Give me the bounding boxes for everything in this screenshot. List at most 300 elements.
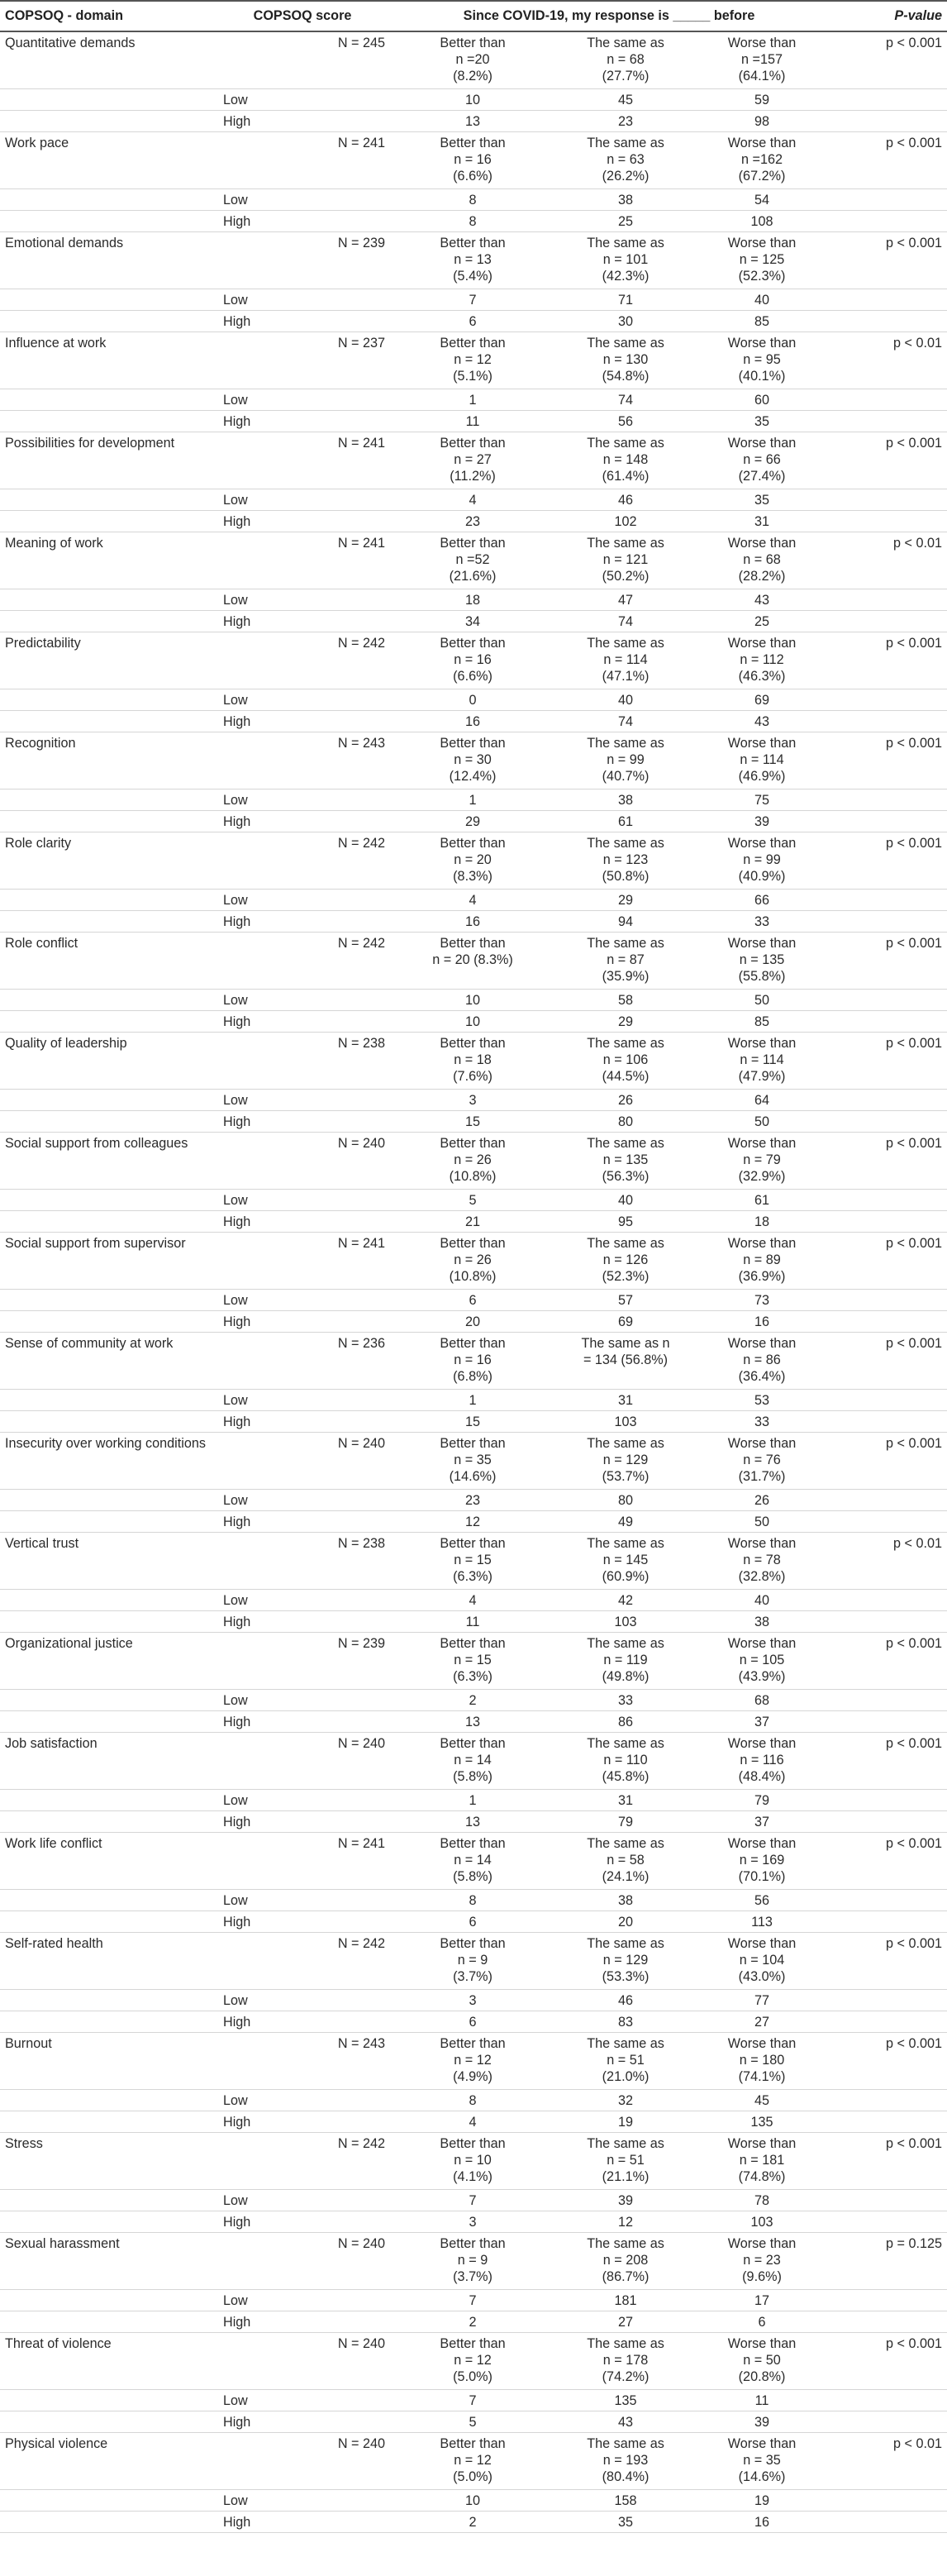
low-count: 5 bbox=[390, 1190, 555, 1211]
same-cell-line: n = 63 bbox=[607, 152, 645, 167]
worse-cell bbox=[696, 232, 828, 289]
high-count: 103 bbox=[555, 1611, 696, 1633]
better-cell bbox=[390, 1233, 555, 1290]
low-count: 66 bbox=[696, 890, 828, 911]
high-count: 5 bbox=[390, 2411, 555, 2433]
high-count: 31 bbox=[696, 511, 828, 532]
same-cell bbox=[555, 2033, 696, 2090]
same-cell bbox=[555, 1533, 696, 1590]
n-value: N = 239 bbox=[273, 1633, 390, 1690]
high-count: 23 bbox=[555, 111, 696, 132]
low-count: 69 bbox=[696, 689, 828, 711]
blank-cell bbox=[828, 511, 947, 532]
worse-cell bbox=[696, 1533, 828, 1590]
high-count: 16 bbox=[390, 711, 555, 732]
blank-cell bbox=[0, 2390, 215, 2411]
header-row bbox=[0, 1, 947, 31]
same-cell bbox=[555, 532, 696, 589]
same-cell-line: (54.8%) bbox=[602, 369, 650, 384]
high-count: 21 bbox=[390, 1211, 555, 1233]
high-count: 11 bbox=[390, 411, 555, 432]
high-count: 13 bbox=[390, 1711, 555, 1733]
better-cell bbox=[390, 2033, 555, 2090]
worse-cell-line: (9.6%) bbox=[742, 2269, 782, 2284]
header-since: Since COVID-19, my response is _____ before bbox=[390, 1, 828, 31]
high-count: 50 bbox=[696, 1111, 828, 1133]
same-cell-line: n = 145 bbox=[602, 1553, 649, 1567]
worse-cell-line: n = 114 bbox=[740, 1052, 784, 1067]
blank-cell bbox=[828, 2211, 947, 2233]
low-count: 39 bbox=[555, 2190, 696, 2211]
low-row bbox=[0, 189, 947, 211]
better-cell-line: Better than bbox=[440, 536, 506, 551]
high-label: High bbox=[215, 1111, 273, 1133]
low-count: 4 bbox=[390, 1590, 555, 1611]
low-count: 40 bbox=[555, 689, 696, 711]
high-count: 12 bbox=[390, 1511, 555, 1533]
blank-cell bbox=[215, 632, 273, 689]
blank-cell bbox=[273, 1790, 390, 1811]
high-label: High bbox=[215, 1411, 273, 1433]
blank-cell bbox=[273, 1290, 390, 1311]
same-cell-line: n = 110 bbox=[603, 1753, 648, 1767]
blank-cell bbox=[828, 2390, 947, 2411]
high-count: 79 bbox=[555, 1811, 696, 1833]
blank-cell bbox=[828, 2190, 947, 2211]
blank-cell bbox=[0, 511, 215, 532]
same-cell-line: The same as bbox=[587, 36, 664, 50]
high-count: 16 bbox=[390, 911, 555, 933]
worse-cell bbox=[696, 31, 828, 89]
high-count: 8 bbox=[390, 211, 555, 232]
domain-label: Physical violence bbox=[0, 2433, 215, 2490]
worse-cell-line: (28.2%) bbox=[738, 569, 786, 584]
high-count: 35 bbox=[696, 411, 828, 432]
high-label: High bbox=[215, 311, 273, 332]
high-label: High bbox=[215, 2111, 273, 2133]
high-count: 25 bbox=[555, 211, 696, 232]
p-value: p < 0.001 bbox=[828, 1733, 947, 1790]
p-value: p < 0.01 bbox=[828, 2433, 947, 2490]
domain-label: Burnout bbox=[0, 2033, 215, 2090]
high-count: 6 bbox=[390, 1911, 555, 1933]
better-cell bbox=[390, 132, 555, 189]
table-row bbox=[0, 1633, 947, 1690]
blank-cell bbox=[0, 589, 215, 611]
blank-cell bbox=[828, 2111, 947, 2133]
same-cell-line: (60.9%) bbox=[602, 1569, 650, 1584]
worse-cell-line: (32.8%) bbox=[738, 1569, 786, 1584]
same-cell-line: = 134 (56.8%) bbox=[583, 1352, 669, 1367]
high-label: High bbox=[215, 611, 273, 632]
same-cell bbox=[555, 732, 696, 789]
high-count: 30 bbox=[555, 311, 696, 332]
worse-cell-line: n = 114 bbox=[740, 752, 784, 767]
blank-cell bbox=[273, 2090, 390, 2111]
worse-cell-line: Worse than bbox=[727, 1136, 797, 1151]
better-cell-line: (5.1%) bbox=[453, 369, 493, 384]
high-row bbox=[0, 2512, 947, 2533]
table-row bbox=[0, 132, 947, 189]
blank-cell bbox=[273, 1511, 390, 1533]
worse-cell-line: (40.1%) bbox=[738, 369, 786, 384]
blank-cell bbox=[273, 2111, 390, 2133]
blank-cell bbox=[215, 1733, 273, 1790]
same-cell-line: n = 129 bbox=[602, 1953, 649, 1968]
high-count: 85 bbox=[696, 1011, 828, 1033]
table-row bbox=[0, 2033, 947, 2090]
blank-cell bbox=[828, 2311, 947, 2333]
better-cell-line: Better than bbox=[440, 236, 506, 250]
blank-cell bbox=[0, 1690, 215, 1711]
better-cell-line: Better than bbox=[440, 1036, 506, 1051]
high-count: 6 bbox=[696, 2311, 828, 2333]
low-count: 38 bbox=[555, 1890, 696, 1911]
high-row bbox=[0, 211, 947, 232]
blank-cell bbox=[273, 211, 390, 232]
high-count: 113 bbox=[696, 1911, 828, 1933]
p-value: p = 0.125 bbox=[828, 2233, 947, 2290]
low-count: 10 bbox=[390, 2490, 555, 2512]
high-count: 38 bbox=[696, 1611, 828, 1633]
low-row bbox=[0, 1490, 947, 1511]
high-label: High bbox=[215, 111, 273, 132]
better-cell bbox=[390, 1433, 555, 1490]
high-row bbox=[0, 311, 947, 332]
same-cell-line: The same as bbox=[587, 336, 664, 351]
p-value: p < 0.001 bbox=[828, 31, 947, 89]
domain-label: Work life conflict bbox=[0, 1833, 215, 1890]
blank-cell bbox=[215, 1633, 273, 1690]
better-cell-line: n = 15 bbox=[454, 1653, 492, 1667]
worse-cell-line: n = 169 bbox=[739, 1853, 785, 1868]
low-count: 18 bbox=[390, 589, 555, 611]
better-cell bbox=[390, 832, 555, 890]
n-value: N = 245 bbox=[273, 31, 390, 89]
worse-cell bbox=[696, 1733, 828, 1790]
table-row bbox=[0, 2233, 947, 2290]
better-cell-line: Better than bbox=[440, 636, 506, 651]
same-cell-line: The same as bbox=[587, 736, 664, 751]
better-cell-line: Better than bbox=[440, 1236, 506, 1251]
low-row bbox=[0, 1090, 947, 1111]
better-cell-line: n = 35 bbox=[454, 1453, 492, 1467]
worse-cell bbox=[696, 2433, 828, 2490]
blank-cell bbox=[273, 711, 390, 732]
low-count: 40 bbox=[696, 289, 828, 311]
worse-cell bbox=[696, 1933, 828, 1990]
better-cell-line: (5.8%) bbox=[453, 1769, 493, 1784]
low-count: 7 bbox=[390, 2190, 555, 2211]
worse-cell-line: n = 105 bbox=[739, 1653, 785, 1667]
blank-cell bbox=[273, 1890, 390, 1911]
low-count: 54 bbox=[696, 189, 828, 211]
better-cell-line: Better than bbox=[440, 2336, 506, 2351]
same-cell bbox=[555, 132, 696, 189]
blank-cell bbox=[0, 2411, 215, 2433]
better-cell-line: n = 26 bbox=[454, 1152, 492, 1167]
p-value: p < 0.001 bbox=[828, 432, 947, 489]
blank-cell bbox=[273, 1590, 390, 1611]
worse-cell-line: Worse than bbox=[727, 36, 797, 50]
worse-cell bbox=[696, 432, 828, 489]
same-cell-line: n = 68 bbox=[607, 52, 645, 67]
better-cell bbox=[390, 1833, 555, 1890]
same-cell-line: The same as bbox=[587, 1436, 664, 1451]
worse-cell-line: n = 76 bbox=[743, 1453, 781, 1467]
high-count: 69 bbox=[555, 1311, 696, 1333]
blank-cell bbox=[0, 489, 215, 511]
low-count: 2 bbox=[390, 1690, 555, 1711]
blank-cell bbox=[215, 2233, 273, 2290]
low-row bbox=[0, 1890, 947, 1911]
same-cell bbox=[555, 1633, 696, 1690]
blank-cell bbox=[273, 589, 390, 611]
worse-cell-line: Worse than bbox=[727, 2436, 797, 2451]
n-value: N = 239 bbox=[273, 232, 390, 289]
better-cell-line: n = 9 bbox=[457, 1953, 488, 1968]
high-row bbox=[0, 911, 947, 933]
table-row bbox=[0, 1333, 947, 1390]
better-cell-line: Better than bbox=[440, 1936, 506, 1951]
low-count: 17 bbox=[696, 2290, 828, 2311]
low-count: 1 bbox=[390, 1790, 555, 1811]
blank-cell bbox=[273, 911, 390, 933]
blank-cell bbox=[828, 1011, 947, 1033]
better-cell-line: Better than bbox=[440, 736, 506, 751]
blank-cell bbox=[0, 211, 215, 232]
blank-cell bbox=[0, 2311, 215, 2333]
blank-cell bbox=[273, 2211, 390, 2233]
p-value: p < 0.001 bbox=[828, 832, 947, 890]
better-cell-line: (6.6%) bbox=[453, 669, 493, 684]
better-cell-line: n = 16 bbox=[454, 152, 492, 167]
better-cell-line: n = 15 bbox=[454, 1553, 492, 1567]
worse-cell-line: (43.9%) bbox=[738, 1669, 786, 1684]
high-count: 43 bbox=[696, 711, 828, 732]
high-count: 86 bbox=[555, 1711, 696, 1733]
better-cell-line: (5.0%) bbox=[453, 2369, 493, 2384]
low-label: Low bbox=[215, 1990, 273, 2011]
high-row bbox=[0, 1911, 947, 1933]
low-count: 79 bbox=[696, 1790, 828, 1811]
low-count: 6 bbox=[390, 1290, 555, 1311]
blank-cell bbox=[0, 1990, 215, 2011]
high-row bbox=[0, 2411, 947, 2433]
same-cell-line: (26.2%) bbox=[602, 169, 650, 184]
n-value: N = 242 bbox=[273, 933, 390, 990]
blank-cell bbox=[828, 689, 947, 711]
low-label: Low bbox=[215, 1890, 273, 1911]
blank-cell bbox=[828, 189, 947, 211]
high-count: 20 bbox=[390, 1311, 555, 1333]
high-row bbox=[0, 511, 947, 532]
low-label: Low bbox=[215, 589, 273, 611]
low-row bbox=[0, 89, 947, 111]
table-row bbox=[0, 2133, 947, 2190]
better-cell-line: Better than bbox=[440, 2236, 506, 2251]
blank-cell bbox=[0, 2011, 215, 2033]
header-pvalue: P-value bbox=[828, 1, 947, 31]
high-row bbox=[0, 1111, 947, 1133]
domain-label: Organizational justice bbox=[0, 1633, 215, 1690]
better-cell bbox=[390, 332, 555, 389]
high-label: High bbox=[215, 1311, 273, 1333]
domain-label: Threat of violence bbox=[0, 2333, 215, 2390]
low-label: Low bbox=[215, 1290, 273, 1311]
worse-cell-line: n = 50 bbox=[743, 2353, 781, 2368]
same-cell-line: The same as bbox=[587, 1936, 664, 1951]
blank-cell bbox=[273, 289, 390, 311]
same-cell-line: n = 87 bbox=[607, 952, 645, 967]
worse-cell-line: Worse than bbox=[727, 1036, 797, 1051]
low-count: 45 bbox=[555, 89, 696, 111]
better-cell-line: n = 20 (8.3%) bbox=[432, 952, 513, 967]
high-count: 56 bbox=[555, 411, 696, 432]
worse-cell-line: Worse than bbox=[727, 2336, 797, 2351]
high-count: 16 bbox=[696, 1311, 828, 1333]
worse-cell-line: Worse than bbox=[727, 636, 797, 651]
blank-cell bbox=[0, 611, 215, 632]
blank-cell bbox=[828, 1511, 947, 1533]
blank-cell bbox=[273, 611, 390, 632]
same-cell-line: (21.1%) bbox=[602, 2169, 650, 2184]
blank-cell bbox=[0, 1611, 215, 1633]
table-row bbox=[0, 832, 947, 890]
p-value: p < 0.001 bbox=[828, 2033, 947, 2090]
worse-cell-line: (70.1%) bbox=[738, 1869, 786, 1884]
better-cell bbox=[390, 31, 555, 89]
blank-cell bbox=[0, 1390, 215, 1411]
blank-cell bbox=[828, 589, 947, 611]
blank-cell bbox=[215, 1533, 273, 1590]
better-cell-line: (7.6%) bbox=[453, 1069, 493, 1084]
blank-cell bbox=[0, 2211, 215, 2233]
worse-cell-line: Worse than bbox=[727, 1536, 797, 1551]
high-label: High bbox=[215, 2011, 273, 2033]
high-count: 103 bbox=[696, 2211, 828, 2233]
high-row bbox=[0, 1211, 947, 1233]
low-count: 59 bbox=[696, 89, 828, 111]
worse-cell-line: n = 181 bbox=[739, 2153, 785, 2168]
domain-label: Vertical trust bbox=[0, 1533, 215, 1590]
domain-label: Quantitative demands bbox=[0, 31, 215, 89]
high-label: High bbox=[215, 1011, 273, 1033]
low-row bbox=[0, 2490, 947, 2512]
blank-cell bbox=[828, 1490, 947, 1511]
low-count: 40 bbox=[555, 1190, 696, 1211]
better-cell-line: (4.9%) bbox=[453, 2069, 493, 2084]
blank-cell bbox=[215, 31, 273, 89]
worse-cell-line: n = 135 bbox=[739, 952, 785, 967]
same-cell-line: (50.2%) bbox=[602, 569, 650, 584]
worse-cell-line: Worse than bbox=[727, 936, 797, 951]
high-count: 11 bbox=[390, 1611, 555, 1633]
better-cell-line: Better than bbox=[440, 436, 506, 451]
domain-label: Work pace bbox=[0, 132, 215, 189]
high-count: 74 bbox=[555, 711, 696, 732]
low-label: Low bbox=[215, 1490, 273, 1511]
worse-cell bbox=[696, 1833, 828, 1890]
worse-cell-line: n = 180 bbox=[739, 2053, 785, 2068]
blank-cell bbox=[0, 389, 215, 411]
same-cell bbox=[555, 2233, 696, 2290]
p-value: p < 0.001 bbox=[828, 1033, 947, 1090]
same-cell-line: n = 148 bbox=[602, 452, 649, 467]
table-row bbox=[0, 732, 947, 789]
worse-cell-line: (48.4%) bbox=[738, 1769, 786, 1784]
blank-cell bbox=[0, 2290, 215, 2311]
same-cell-line: (21.0%) bbox=[602, 2069, 650, 2084]
domain-label: Influence at work bbox=[0, 332, 215, 389]
high-count: 19 bbox=[555, 2111, 696, 2133]
high-row bbox=[0, 1611, 947, 1633]
worse-cell-line: Worse than bbox=[727, 1636, 797, 1651]
worse-cell bbox=[696, 832, 828, 890]
high-count: 33 bbox=[696, 911, 828, 933]
better-cell-line: n = 16 bbox=[454, 652, 492, 667]
low-count: 0 bbox=[390, 689, 555, 711]
high-label: High bbox=[215, 711, 273, 732]
n-value: N = 242 bbox=[273, 1933, 390, 1990]
blank-cell bbox=[828, 1611, 947, 1633]
blank-cell bbox=[0, 1311, 215, 1333]
better-cell-line: Better than bbox=[440, 1736, 506, 1751]
better-cell-line: Better than bbox=[440, 1536, 506, 1551]
worse-cell-line: (74.8%) bbox=[738, 2169, 786, 2184]
n-value: N = 240 bbox=[273, 2233, 390, 2290]
low-label: Low bbox=[215, 1590, 273, 1611]
blank-cell bbox=[0, 1011, 215, 1033]
blank-cell bbox=[273, 890, 390, 911]
blank-cell bbox=[273, 311, 390, 332]
same-cell-line: (56.3%) bbox=[602, 1169, 650, 1184]
high-row bbox=[0, 611, 947, 632]
same-cell-line: The same as bbox=[587, 1836, 664, 1851]
blank-cell bbox=[0, 890, 215, 911]
table-row bbox=[0, 2433, 947, 2490]
blank-cell bbox=[828, 1290, 947, 1311]
worse-cell-line: Worse than bbox=[727, 736, 797, 751]
table-row bbox=[0, 1033, 947, 1090]
low-row bbox=[0, 1190, 947, 1211]
blank-cell bbox=[828, 2490, 947, 2512]
same-cell-line: The same as bbox=[587, 1236, 664, 1251]
high-label: High bbox=[215, 511, 273, 532]
better-cell-line: n = 10 bbox=[454, 2153, 492, 2168]
same-cell bbox=[555, 1933, 696, 1990]
high-count: 98 bbox=[696, 111, 828, 132]
same-cell-line: The same as bbox=[587, 136, 664, 150]
p-value: p < 0.01 bbox=[828, 1533, 947, 1590]
table-row bbox=[0, 1433, 947, 1490]
blank-cell bbox=[828, 1990, 947, 2011]
n-value: N = 237 bbox=[273, 332, 390, 389]
blank-cell bbox=[828, 1790, 947, 1811]
worse-cell bbox=[696, 2233, 828, 2290]
low-count: 33 bbox=[555, 1690, 696, 1711]
low-count: 77 bbox=[696, 1990, 828, 2011]
low-count: 75 bbox=[696, 789, 828, 811]
worse-cell bbox=[696, 1133, 828, 1190]
same-cell-line: (52.3%) bbox=[602, 1269, 650, 1284]
blank-cell bbox=[0, 1711, 215, 1733]
worse-cell-line: Worse than bbox=[727, 536, 797, 551]
blank-cell bbox=[215, 132, 273, 189]
low-count: 29 bbox=[555, 890, 696, 911]
blank-cell bbox=[215, 1433, 273, 1490]
high-count: 95 bbox=[555, 1211, 696, 1233]
